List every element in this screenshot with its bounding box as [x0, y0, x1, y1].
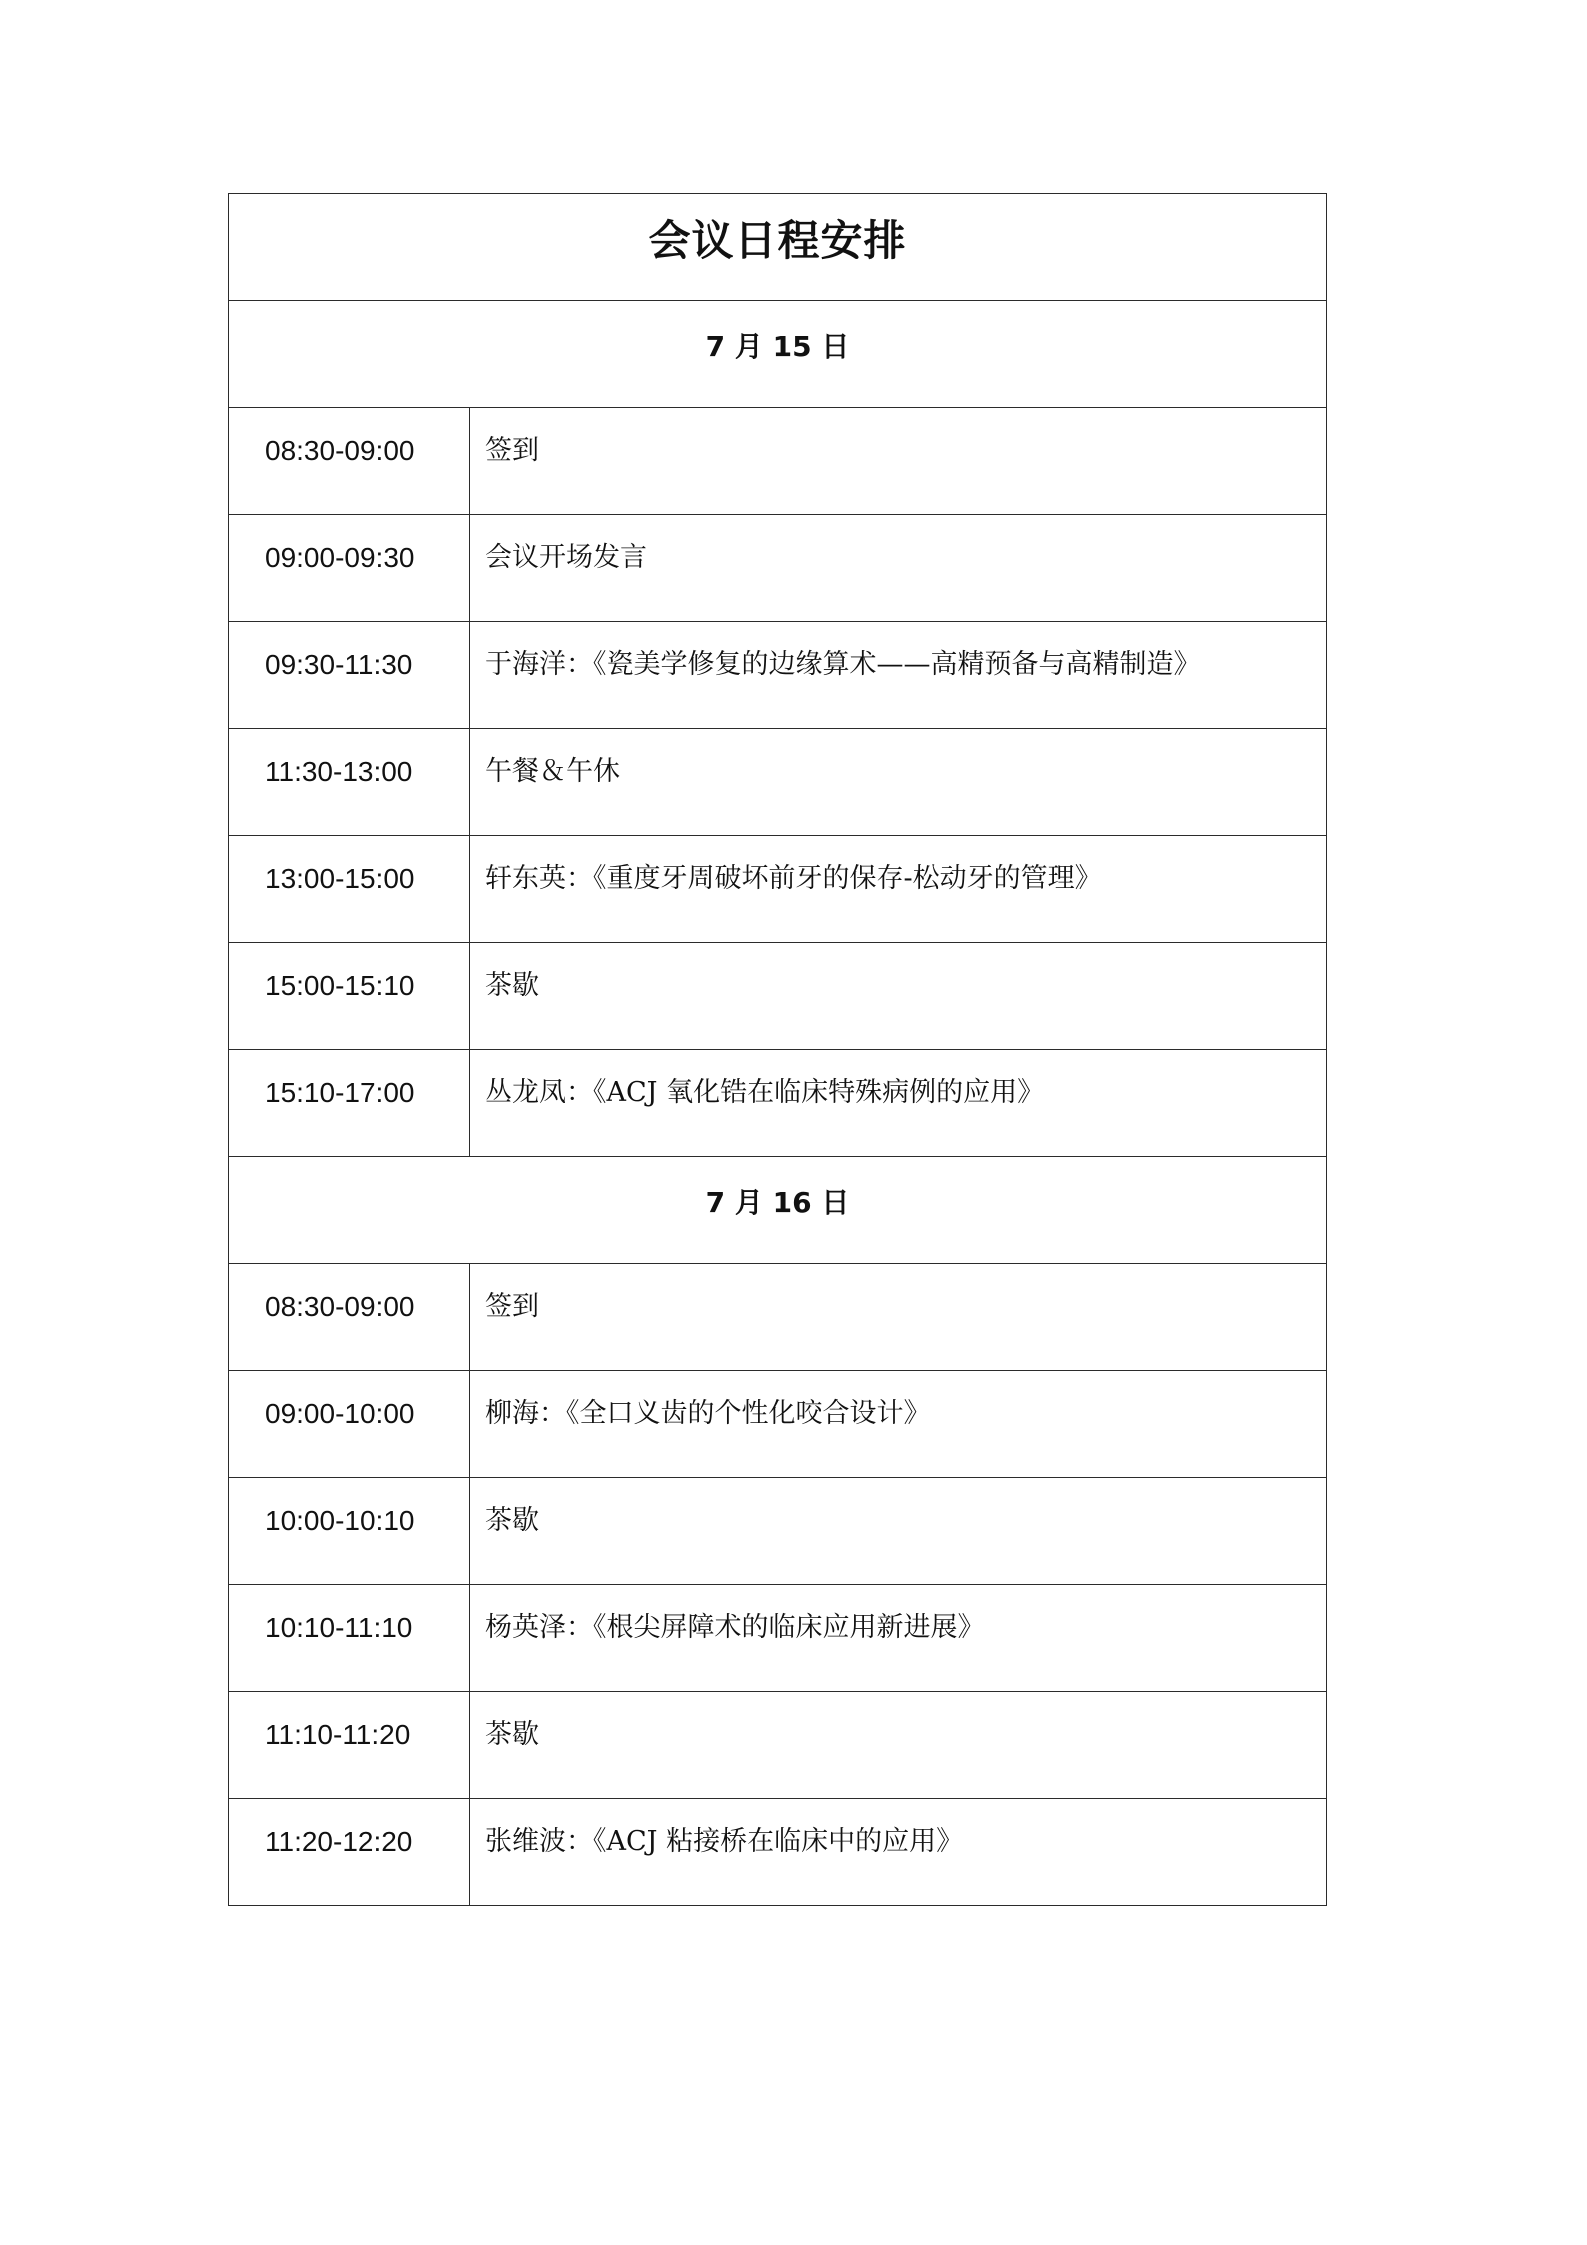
time-slot: 09:00-10:00 [229, 1371, 470, 1478]
time-slot: 08:30-09:00 [229, 408, 470, 515]
time-slot: 10:10-11:10 [229, 1585, 470, 1692]
time-slot: 10:00-10:10 [229, 1478, 470, 1585]
time-slot: 08:30-09:00 [229, 1264, 470, 1371]
table-row [229, 1478, 1327, 1585]
time-slot: 09:00-09:30 [229, 515, 470, 622]
session-description: 茶歇 [470, 1692, 1327, 1799]
time-slot: 15:00-15:10 [229, 943, 470, 1050]
table-row [229, 1692, 1327, 1799]
table-row [229, 1050, 1327, 1157]
session-description: 会议开场发言 [470, 515, 1327, 622]
session-description: 茶歇 [470, 943, 1327, 1050]
time-slot: 11:30-13:00 [229, 729, 470, 836]
table-row [229, 729, 1327, 836]
time-slot: 09:30-11:30 [229, 622, 470, 729]
session-description: 签到 [470, 1264, 1327, 1371]
session-description: 柳海：《全口义齿的个性化咬合设计》 [470, 1371, 1327, 1478]
session-description: 丛龙凤：《ACJ 氧化锆在临床特殊病例的应用》 [470, 1050, 1327, 1157]
table-row [229, 1264, 1327, 1371]
session-description: 于海洋：《瓷美学修复的边缘算术——高精预备与高精制造》 [470, 622, 1327, 729]
table-row [229, 1371, 1327, 1478]
table-row [229, 836, 1327, 943]
session-description: 茶歇 [470, 1478, 1327, 1585]
session-description: 签到 [470, 408, 1327, 515]
session-description: 轩东英：《重度牙周破坏前牙的保存-松动牙的管理》 [470, 836, 1327, 943]
session-description: 杨英泽：《根尖屏障术的临床应用新进展》 [470, 1585, 1327, 1692]
schedule-table [228, 193, 1327, 1906]
date-row [229, 301, 1327, 408]
table-row [229, 943, 1327, 1050]
table-row [229, 1585, 1327, 1692]
session-description: 张维波：《ACJ 粘接桥在临床中的应用》 [470, 1799, 1327, 1906]
page-title: 会议日程安排 [229, 194, 1327, 301]
date-heading: 7 月 16 日 [229, 1157, 1327, 1264]
time-slot: 13:00-15:00 [229, 836, 470, 943]
time-slot: 15:10-17:00 [229, 1050, 470, 1157]
date-row [229, 1157, 1327, 1264]
time-slot: 11:20-12:20 [229, 1799, 470, 1906]
table-row [229, 408, 1327, 515]
table-row [229, 515, 1327, 622]
time-slot: 11:10-11:20 [229, 1692, 470, 1799]
date-heading: 7 月 15 日 [229, 301, 1327, 408]
table-row [229, 1799, 1327, 1906]
title-row [229, 194, 1327, 301]
session-description: 午餐＆午休 [470, 729, 1327, 836]
table-row [229, 622, 1327, 729]
